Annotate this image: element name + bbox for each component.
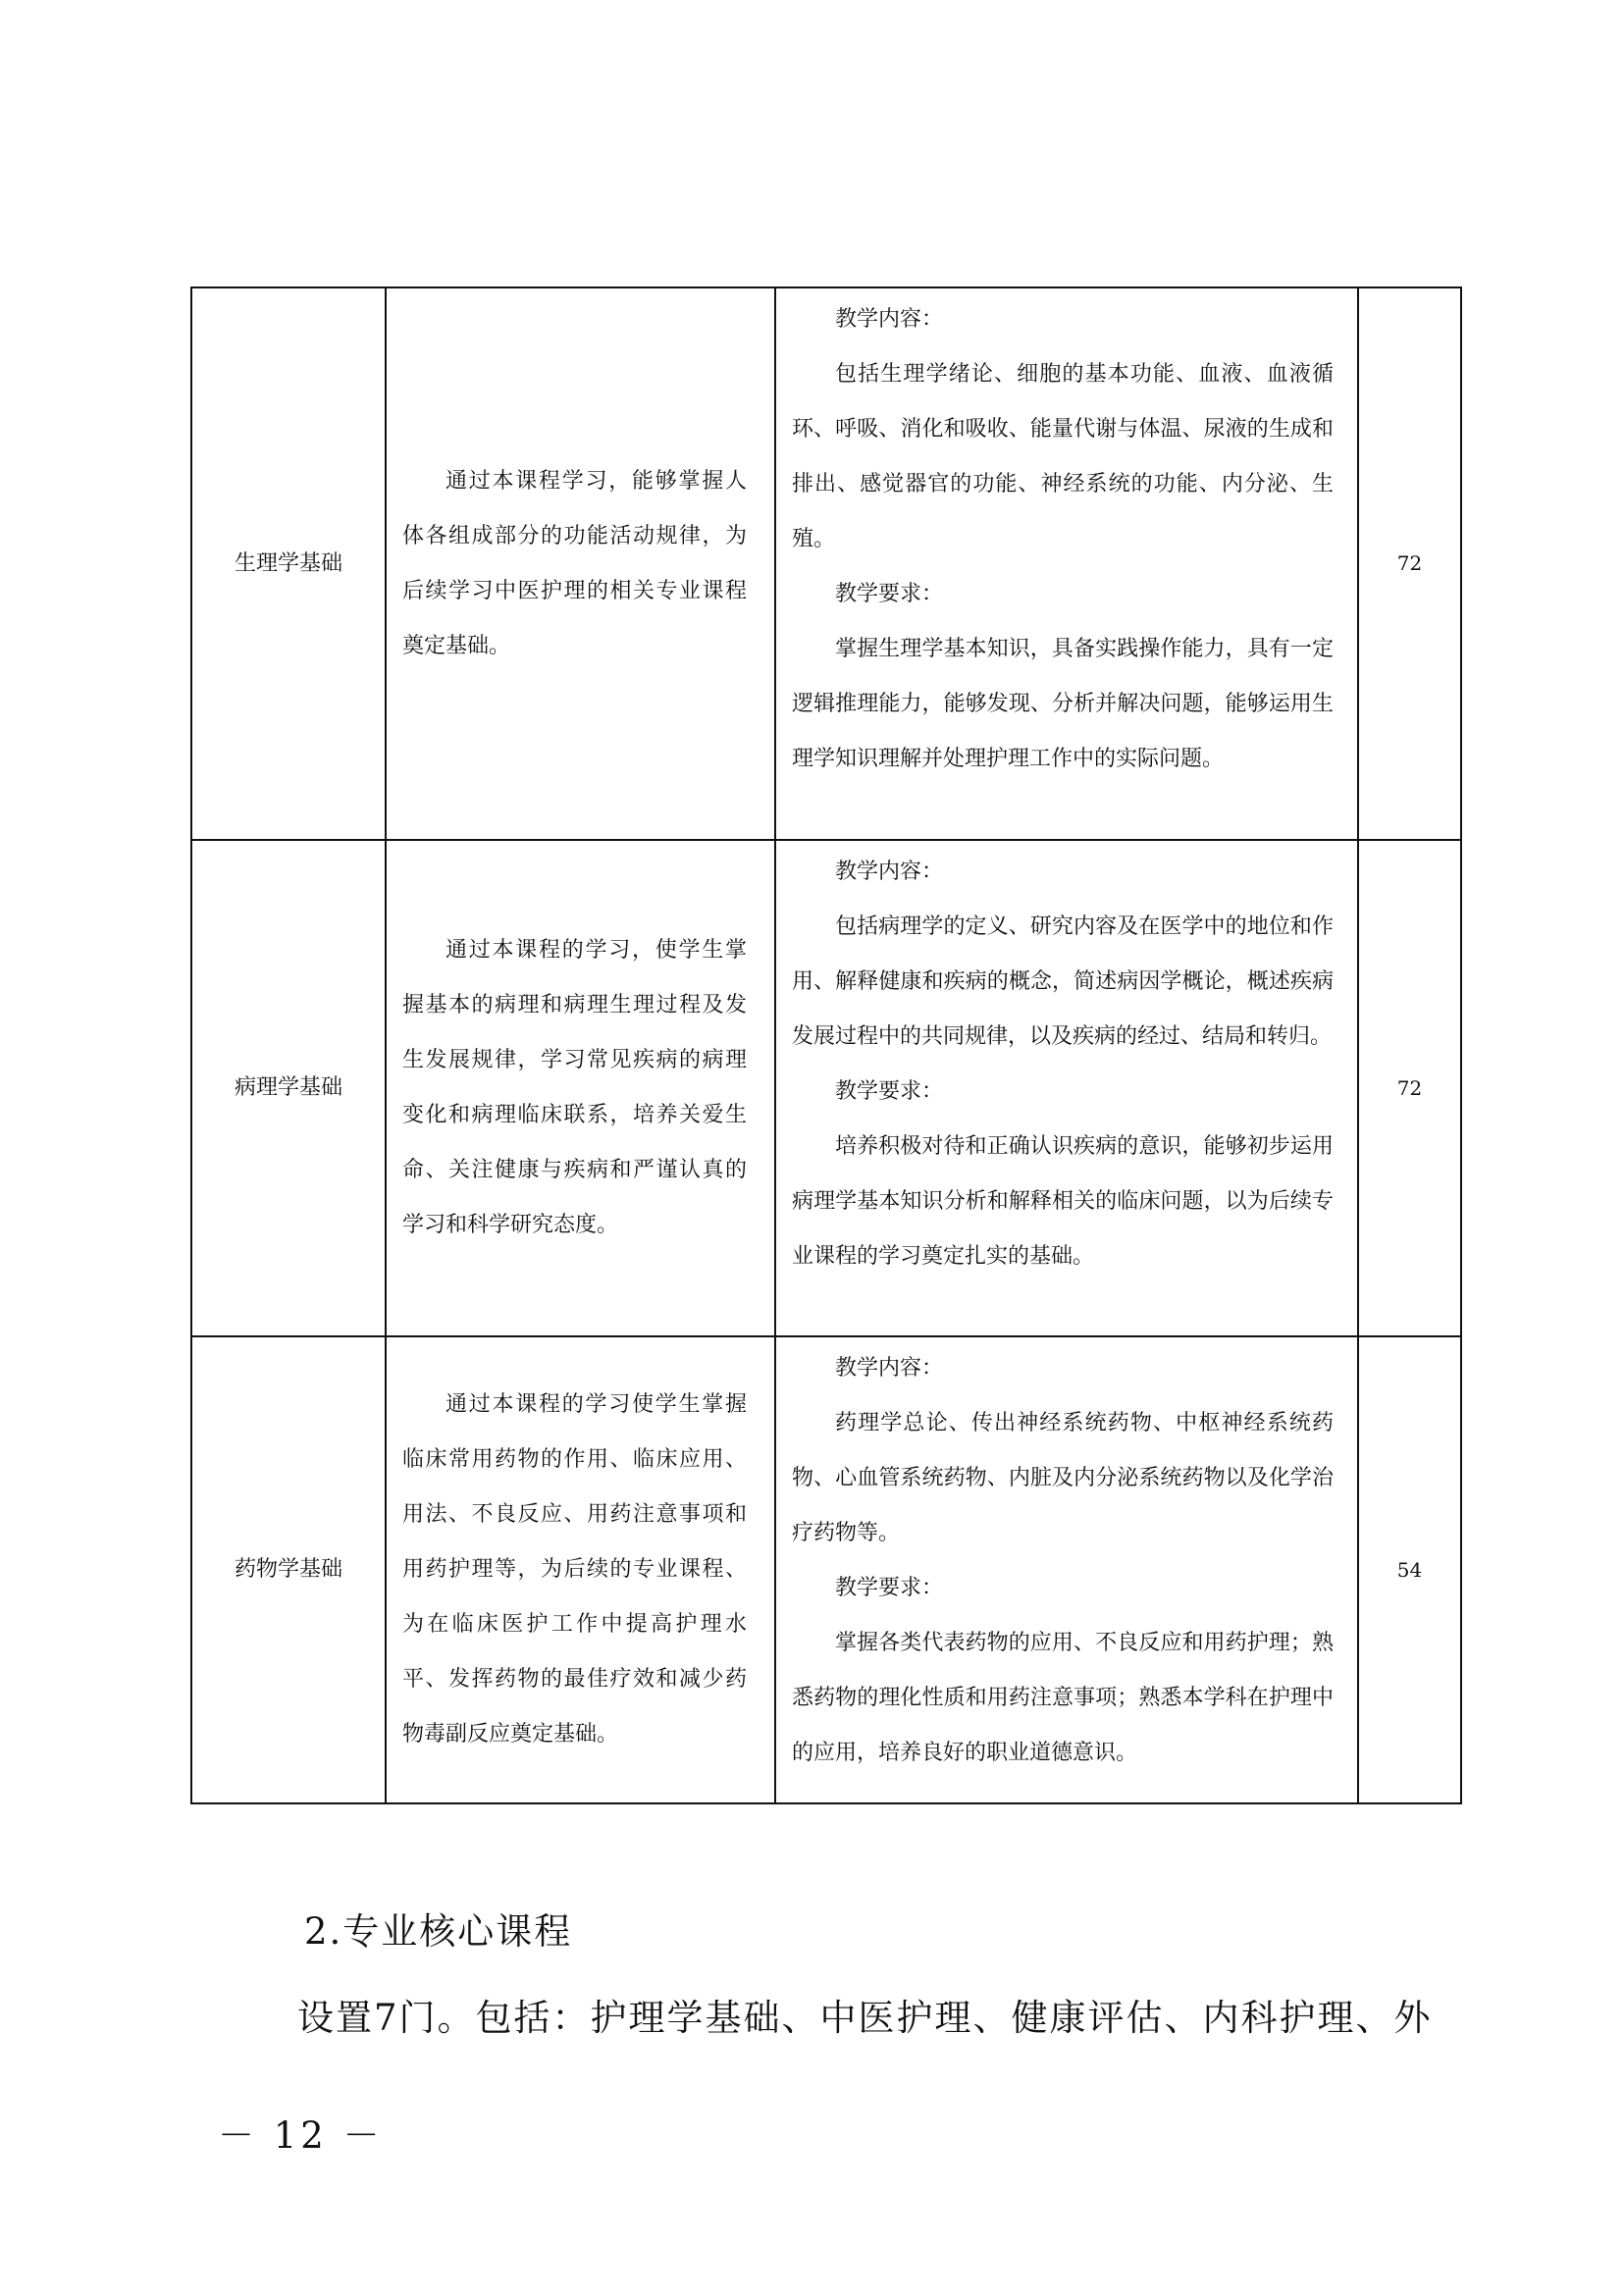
content-heading: 教学内容： <box>835 1356 944 1381</box>
course-content <box>775 287 1358 840</box>
course-name: 药物学基础 <box>191 1336 386 1803</box>
course-goal <box>386 840 775 1336</box>
content-heading: 教学内容： <box>835 860 944 884</box>
course-hours-value: 54 <box>1396 1557 1423 1582</box>
content-text: 药理学总论、传出神经系统药物、中枢神经系统药物、心血管系统药物、内脏及内分泌系统药物以及化学治疗药物等。 <box>792 1411 1334 1545</box>
course-goal <box>386 1336 775 1803</box>
content-text: 包括病理学的定义、研究内容及在医学中的地位和作用、解释健康和疾病的概念，简述病因学概论，概述疾病发展过程中的共同规律，以及疾病的经过、结局和转归。 <box>792 914 1334 1049</box>
course-table <box>190 287 1462 1804</box>
table-row <box>191 840 1461 1336</box>
course-content <box>775 840 1358 1336</box>
requirement-heading: 教学要求： <box>835 1576 944 1600</box>
section-title: 2.专业核心课程 <box>304 1910 573 1953</box>
section-text: 设置7门。包括：护理学基础、中医护理、健康评估、内科护理、外 <box>297 1997 1433 2039</box>
content-heading: 教学内容： <box>835 307 944 332</box>
course-goal-text: 通过本课程的学习，使学生掌握基本的病理和病理生理过程及发生发展规律，学习常见疾病的病理变化和病理临床联系，培养关爱生命、关注健康与疾病和严谨认真的学习和科学研究态度。 <box>402 938 747 1237</box>
course-hours <box>1358 287 1461 840</box>
course-goal-text: 通过本课程的学习使学生掌握临床常用药物的作用、临床应用、用法、不良反应、用药注意事项和用药护理等，为后续的专业课程、为在临床医护工作中提高护理水平、发挥药物的最佳疗效和减少药物毒副反应奠定基础。 <box>402 1392 747 1747</box>
table-row <box>191 1336 1461 1803</box>
page-number: － 12 － <box>218 2114 384 2157</box>
table-row <box>191 287 1461 840</box>
requirement-text: 掌握生理学基本知识，具备实践操作能力，具有一定逻辑推理能力，能够发现、分析并解决问题，能够运用生理学知识理解并处理护理工作中的实际问题。 <box>792 637 1334 771</box>
course-name: 病理学基础 <box>191 840 386 1336</box>
requirement-text: 培养积极对待和正确认识疾病的意识，能够初步运用病理学基本知识分析和解释相关的临床问题，以为后续专业课程的学习奠定扎实的基础。 <box>792 1134 1334 1269</box>
requirement-heading: 教学要求： <box>835 1079 944 1104</box>
course-content <box>775 1336 1358 1803</box>
course-goal-text: 通过本课程学习，能够掌握人体各组成部分的功能活动规律，为后续学习中医护理的相关专业课程奠定基础。 <box>402 468 747 658</box>
course-goal <box>386 287 775 840</box>
course-hours <box>1358 1336 1461 1803</box>
requirement-text: 掌握各类代表药物的应用、不良反应和用药护理；熟悉药物的理化性质和用药注意事项；熟悉本学科在护理中的应用，培养良好的职业道德意识。 <box>792 1631 1334 1765</box>
requirement-heading: 教学要求： <box>835 582 944 606</box>
course-hours <box>1358 840 1461 1336</box>
content-text: 包括生理学绪论、细胞的基本功能、血液、血液循环、呼吸、消化和吸收、能量代谢与体温、尿液的生成和排出、感觉器官的功能、神经系统的功能、内分泌、生殖。 <box>792 362 1334 551</box>
course-hours-value: 72 <box>1396 1075 1423 1100</box>
course-name: 生理学基础 <box>191 287 386 840</box>
course-hours-value: 72 <box>1396 551 1423 575</box>
